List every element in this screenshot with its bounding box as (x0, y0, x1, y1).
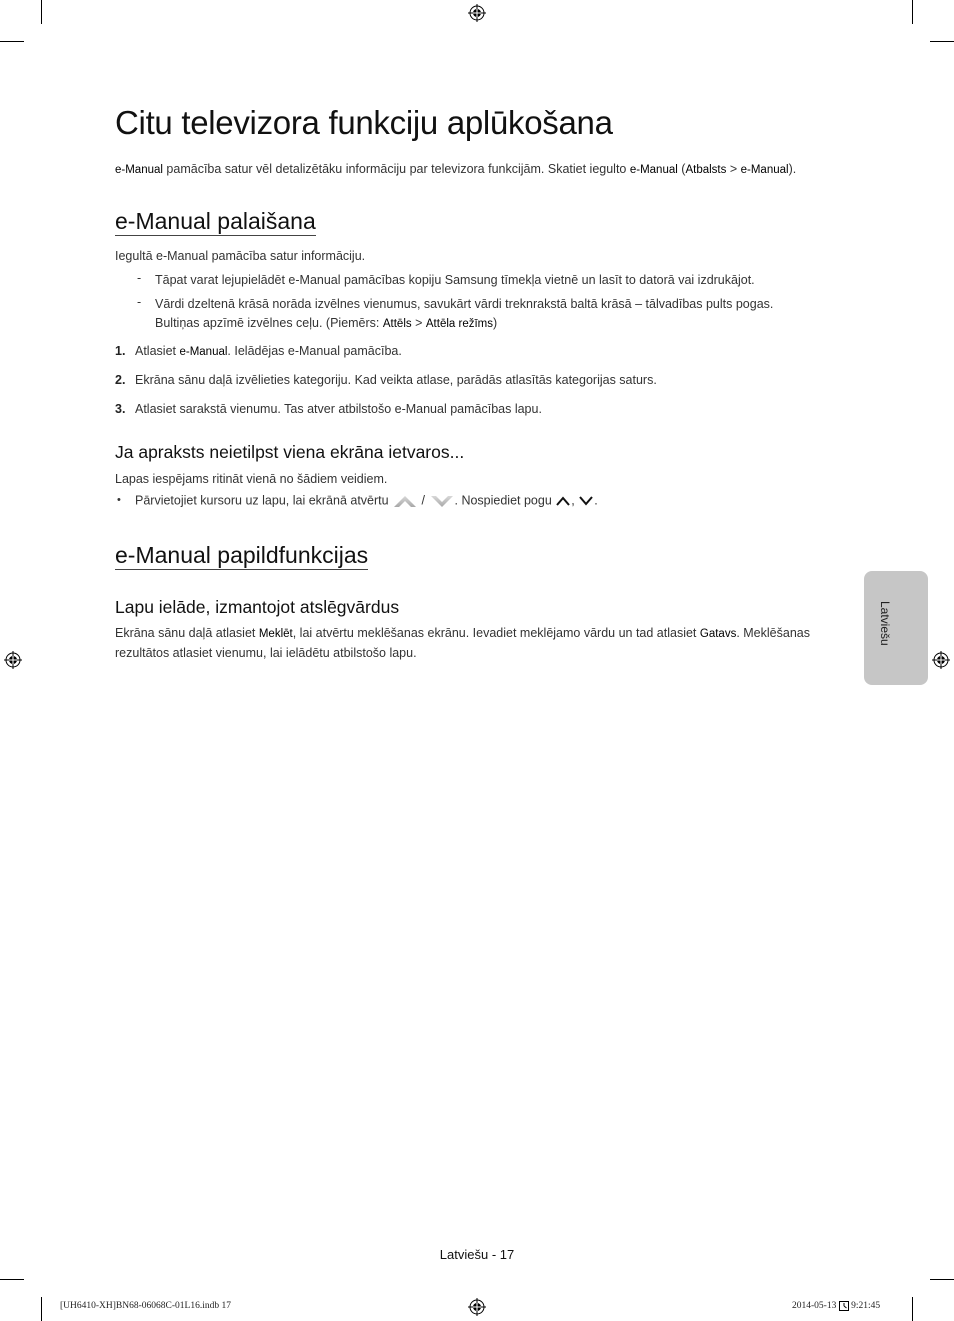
subheading-keyword-search: Lapu ielāde, izmantojot atslēgvārdus (115, 597, 400, 617)
clock-icon (839, 1301, 849, 1311)
crop-mark (41, 0, 42, 24)
intro-emanual-term: e-Manual (629, 164, 678, 176)
crop-mark (0, 1279, 24, 1280)
example-menu-picture: Attēls (382, 318, 412, 330)
button-done: Gatavs (699, 628, 737, 640)
language-side-tab (864, 571, 928, 685)
step-text: Atlasiet sarakstā vienumu. Tas atver atbilstošo e-Manual pamācības lapu. (135, 402, 542, 416)
example-menu-picture-mode: Attēla režīms (425, 318, 493, 330)
note-download: Tāpat varat lejupielādēt e-Manual pamācības kopiju Samsung tīmekļa vietnē un lasīt to datorā vai izdrukājot. (155, 273, 755, 287)
dash-marker: - (137, 295, 142, 309)
page-number: Latviešu - 17 (439, 1247, 515, 1262)
intro-paragraph: e-Manual pamācība satur vēl detalizētāku informāciju par televizora funkcijām. Skatiet iegulto e-Manual (Atbalsts > e-Manual). (115, 162, 797, 176)
scroll-instruction: Pārvietojiet kursoru uz lapu, lai ekrānā atvērtu / . Nospiediet pogu , . (135, 493, 598, 508)
section-lead: Iegultā e-Manual pamācība satur informāciju. (115, 249, 366, 263)
crop-mark (912, 1297, 913, 1321)
step-text: Atlasiet e-Manual. Ielādējas e-Manual pamācība. (135, 344, 402, 358)
crop-mark (0, 41, 24, 42)
imprint-file: [UH6410-XH]BN68-06068C-01L16.indb 17 (60, 1301, 231, 1311)
step-text: Ekrāna sānu daļā izvēlieties kategoriju. Kad veikta atlase, parādās atlasītās kategorijas saturs. (135, 373, 657, 387)
intro-menu-emanual: e-Manual (740, 164, 789, 176)
registration-mark-icon (932, 651, 950, 669)
keyword-paragraph: Ekrāna sānu daļā atlasiet Meklēt, lai atvērtu meklēšanas ekrānu. Ievadiet meklējamo vārdu un tad atlasiet Gatavs. Meklēšanas rezultātos atlasiet vienumu, lai ielādētu atbilstošo lapu. (115, 626, 810, 660)
section-heading-launch: e-Manual palaišana (115, 208, 316, 234)
registration-mark-icon (468, 1298, 486, 1316)
bullet-marker: • (117, 494, 121, 506)
imprint-date: 2014-05-13 9:21:45 (792, 1301, 881, 1312)
registration-mark-icon (468, 4, 486, 22)
crop-mark (930, 41, 954, 42)
step-number: 3. (115, 402, 126, 416)
intro-emanual-term: e-Manual (115, 164, 163, 176)
chevron-down-icon (578, 495, 594, 507)
dash-marker: - (137, 271, 142, 285)
language-tab-label: Latviešu (878, 601, 892, 646)
section-heading-extra: e-Manual papildfunkcijas (115, 542, 369, 568)
scroll-lead: Lapas iespējams ritināt vienā no šādiem veidiem. (115, 472, 388, 486)
crop-mark (912, 0, 913, 24)
menu-search: Meklēt (258, 628, 293, 640)
intro-menu-support: Atbalsts (685, 164, 727, 176)
step-number: 2. (115, 373, 126, 387)
registration-mark-icon (4, 651, 22, 669)
subheading-scroll: Ja apraksts neietilpst viena ekrāna ietvaros... (115, 442, 465, 462)
crop-mark (41, 1297, 42, 1321)
scroll-down-arrow-icon (429, 493, 455, 509)
chevron-up-icon (555, 495, 571, 507)
crop-mark (930, 1279, 954, 1280)
scroll-up-arrow-icon (392, 493, 418, 509)
note-colors: Vārdi dzeltenā krāsā norāda izvēlnes vienumus, savukārt vārdi treknrakstā baltā krāsā – tālvadības pults pogas. Bultiņas apzīmē izvēlnes ceļu. (Piemērs: Attēls > Attēla režīms) (155, 297, 774, 330)
page-title: Citu televizora funkciju aplūkošana (115, 104, 613, 141)
step-number: 1. (115, 344, 126, 358)
